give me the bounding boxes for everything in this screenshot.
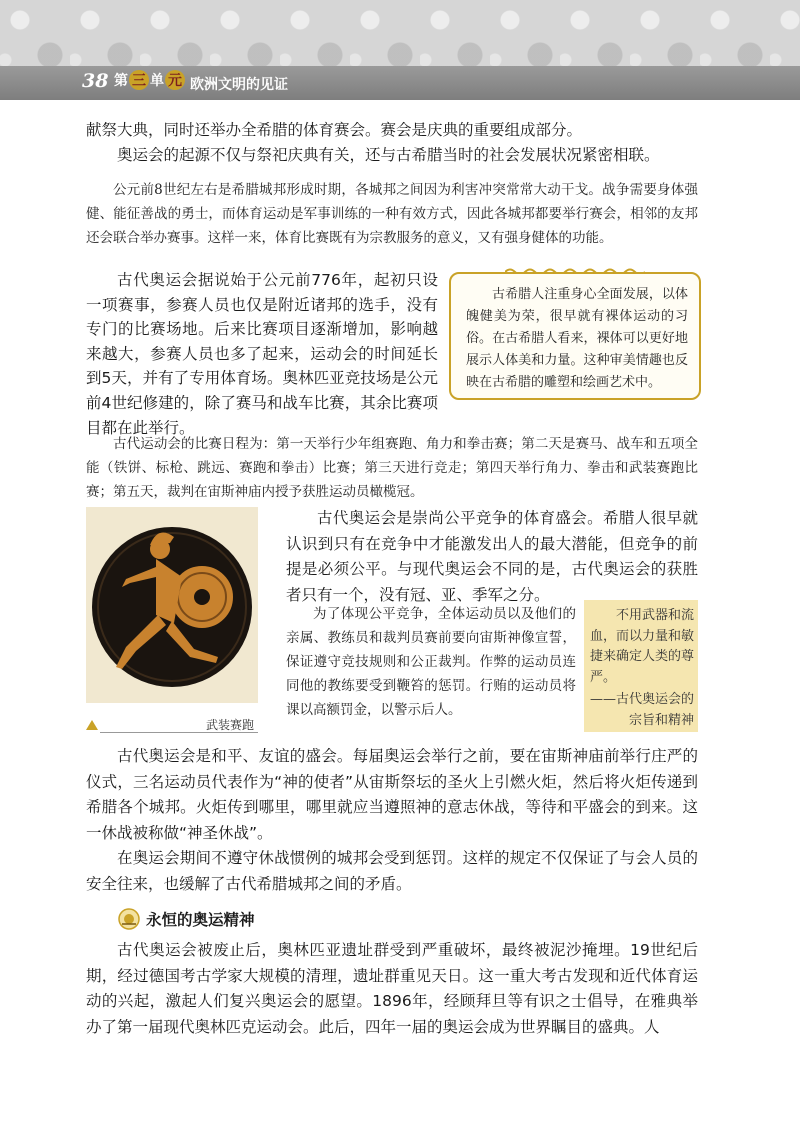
image-caption-text: 武装赛跑 xyxy=(205,718,254,732)
triangle-icon xyxy=(86,720,98,730)
body-paragraph: 古代奥运会是和平、友谊的盛会。每届奥运会举行之前，要在宙斯神庙前举行庄严的仪式，三名运动员代表作为“神的使者”从宙斯祭坛的圣火上引燃火炬，然后将火炬传递到希腊各个城邦。火炬传到哪里，哪里就应当遵照神的意志休战，等待和平盛会的到来。这一休战被称做“神圣休战”。 xyxy=(86,747,698,842)
image-caption xyxy=(86,716,258,736)
unit-char-badge: 元 xyxy=(165,70,185,90)
armored-runner-illustration xyxy=(86,507,258,703)
body-paragraph: 奥运会的起源不仅与祭祀庆典有关，还与古希腊当时的社会发展状况紧密相联。 xyxy=(117,146,660,164)
unit-char: 第 xyxy=(114,73,128,89)
note-paragraph: 为了体现公平竞争，全体运动员以及他们的亲属、教练员和裁判员赛前要向宙斯神像宣誓，保证遵守竞技规则和公正裁判。作弊的运动员连同他的教练要受到鞭笞的惩罚。行贿的运动员将课以高额罚金，以警示后人。 xyxy=(286,606,576,718)
section-heading xyxy=(118,908,255,930)
unit-number-badge: 三 xyxy=(129,70,149,90)
page-number: 38 xyxy=(82,70,109,92)
quote-source: ——古代奥运会的宗旨和精神 xyxy=(590,692,695,728)
body-paragraph: 古代奥运会是崇尚公平竞争的体育盛会。希腊人很早就认识到只有在竞争中才能激发出人的最大潜能，但竞争的前提是必须公平。与现代奥运会不同的是，古代奥运会的获胜者只有一个，没有冠、亚、季军之分。 xyxy=(286,509,698,604)
unit-char: 单 xyxy=(150,73,164,89)
note-paragraph: 公元前8世纪左右是希腊城邦形成时期，各城邦之间因为利害冲突常常大动干戈。战争需要身体强健、能征善战的勇士，而体育运动是军事训练的一种有效方式，因此各城邦都要举行赛会，相邻的友邦还会联合举办赛事。这样一来，体育比赛既有为宗教服务的意义，又有强身健体的功能。 xyxy=(86,182,698,246)
quote-text: 不用武器和流血，而以力量和敏捷来确定人类的尊严。 xyxy=(590,608,695,685)
body-paragraph: 献祭大典，同时还举办全希腊的体育赛会。赛会是庆典的重要组成部分。 xyxy=(86,121,583,139)
body-paragraph: 在奥运会期间不遵守休战惯例的城邦会受到惩罚。这样的规定不仅保证了与会人员的安全往来，也缓解了古代希腊城邦之间的矛盾。 xyxy=(86,849,698,893)
body-paragraph: 古代奥运会被废止后，奥林匹亚遗址群受到严重破坏，最终被泥沙掩埋。19世纪后期，经过德国考古学家大规模的清理，遗址群重见天日。这一重大考古发现和近代体育运动的兴起，激起人们复兴奥运会的愿望。1896年，经顾拜旦等有识之士倡导，在雅典举办了第一届现代奥林匹克运动会。此后，四年一届的奥运会成为世界瞩目的盛典。人 xyxy=(86,941,698,1036)
unit-title: 欧洲文明的见证 xyxy=(190,77,288,93)
vase-image xyxy=(86,507,258,703)
section-title: 永恒的奥运精神 xyxy=(146,911,255,929)
unit-badge xyxy=(114,70,186,90)
note-paragraph: 古代运动会的比赛日程为：第一天举行少年组赛跑、角力和拳击赛；第二天是赛马、战车和五项全能（铁饼、标枪、跳远、赛跑和拳击）比赛；第三天进行竞走；第四天举行角力、拳击和武装赛跑比赛；第五天，裁判在宙斯神庙内授予获胜运动员橄榄冠。 xyxy=(86,436,698,500)
body-paragraph: 古代奥运会据说始于公元前776年，起初只设一项赛事，参赛人员也仅是附近诸邦的选手，没有专门的比赛场地。后来比赛项目逐渐增加，影响越来越大，参赛人员也多了起来，运动会的时间延长到5天，并有了专用体育场。奥林匹亚竞技场是公元前4世纪修建的，除了赛马和战车比赛，其余比赛项目都在此举行。 xyxy=(86,271,438,437)
olympic-emblem-icon xyxy=(118,908,140,930)
sidebar-note-text: 古希腊人注重身心全面发展，以体魄健美为荣，很早就有裸体运动的习俗。在古希腊人看来，裸体可以更好地展示人体美和力量。这种审美情趣也反映在古希腊的雕塑和绘画艺术中。 xyxy=(466,287,688,390)
